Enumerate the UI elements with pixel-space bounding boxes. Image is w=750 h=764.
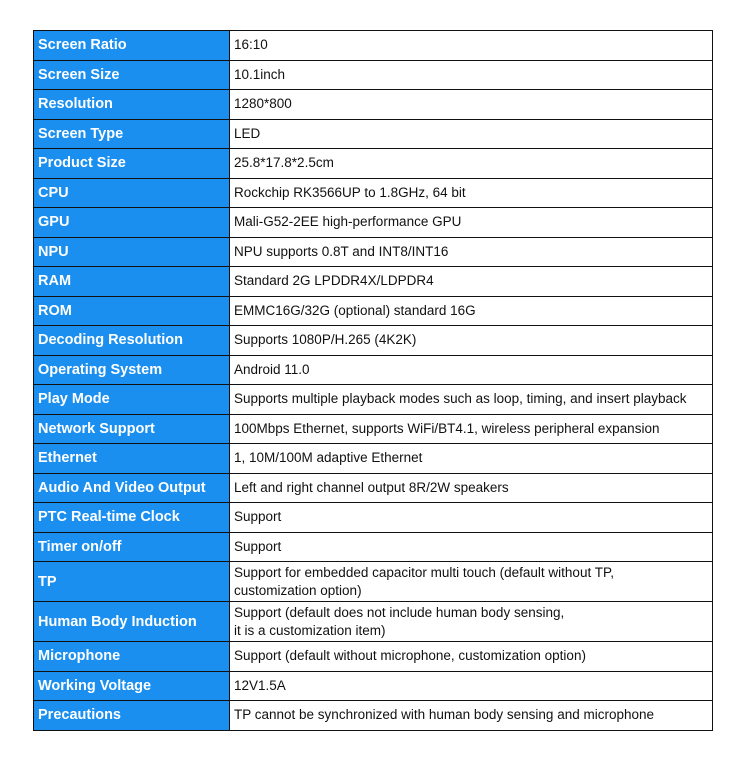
spec-label: Human Body Induction	[34, 602, 230, 642]
spec-value: 1, 10M/100M adaptive Ethernet	[230, 444, 713, 474]
spec-value: 10.1inch	[230, 60, 713, 90]
spec-label: Screen Ratio	[34, 31, 230, 61]
spec-label: Timer on/off	[34, 532, 230, 562]
spec-label: Screen Size	[34, 60, 230, 90]
table-row	[34, 90, 713, 120]
table-row	[34, 355, 713, 385]
table-row	[34, 296, 713, 326]
table-row	[34, 178, 713, 208]
spec-label: Resolution	[34, 90, 230, 120]
table-row	[34, 701, 713, 731]
spec-label: CPU	[34, 178, 230, 208]
spec-value: TP cannot be synchronized with human body sensing and microphone	[230, 701, 713, 731]
table-row	[34, 473, 713, 503]
spec-value: 1280*800	[230, 90, 713, 120]
spec-value: Rockchip RK3566UP to 1.8GHz, 64 bit	[230, 178, 713, 208]
spec-value-text: Support for embedded capacitor multi touch (default without TP, customization option)	[234, 564, 614, 598]
table-row	[34, 602, 713, 642]
spec-value: Standard 2G LPDDR4X/LDPDR4	[230, 267, 713, 297]
table-row	[34, 414, 713, 444]
table-row	[34, 532, 713, 562]
spec-label: Ethernet	[34, 444, 230, 474]
spec-value: Supports 1080P/H.265 (4K2K)	[230, 326, 713, 356]
spec-value: Left and right channel output 8R/2W speakers	[230, 473, 713, 503]
table-row	[34, 562, 713, 602]
spec-value: 16:10	[230, 31, 713, 61]
table-row	[34, 149, 713, 179]
spec-value: Support	[230, 532, 713, 562]
spec-value: Android 11.0	[230, 355, 713, 385]
table-row	[34, 503, 713, 533]
spec-value: 100Mbps Ethernet, supports WiFi/BT4.1, wireless peripheral expansion	[230, 414, 713, 444]
table-row	[34, 31, 713, 61]
spec-value: Mali-G52-2EE high-performance GPU	[230, 208, 713, 238]
spec-value	[230, 602, 713, 642]
spec-label: Precautions	[34, 701, 230, 731]
spec-value: Supports multiple playback modes such as loop, timing, and insert playback	[230, 385, 713, 415]
table-row	[34, 119, 713, 149]
spec-value: NPU supports 0.8T and INT8/INT16	[230, 237, 713, 267]
spec-value	[230, 562, 713, 602]
spec-label: Operating System	[34, 355, 230, 385]
spec-value: LED	[230, 119, 713, 149]
spec-value: Support	[230, 503, 713, 533]
spec-label: ROM	[34, 296, 230, 326]
table-row	[34, 385, 713, 415]
spec-value: 12V1.5A	[230, 671, 713, 701]
spec-label: RAM	[34, 267, 230, 297]
spec-label: Working Voltage	[34, 671, 230, 701]
spec-label: NPU	[34, 237, 230, 267]
spec-label: Play Mode	[34, 385, 230, 415]
spec-label: PTC Real-time Clock	[34, 503, 230, 533]
spec-label: GPU	[34, 208, 230, 238]
table-row	[34, 60, 713, 90]
spec-label: Screen Type	[34, 119, 230, 149]
table-row	[34, 642, 713, 672]
table-row	[34, 237, 713, 267]
table-row	[34, 267, 713, 297]
table-row	[34, 208, 713, 238]
table-row	[34, 444, 713, 474]
spec-label: Decoding Resolution	[34, 326, 230, 356]
spec-label: TP	[34, 562, 230, 602]
spec-value: 25.8*17.8*2.5cm	[230, 149, 713, 179]
spec-label: Product Size	[34, 149, 230, 179]
spec-value: Support (default without microphone, customization option)	[230, 642, 713, 672]
spec-value: EMMC16G/32G (optional) standard 16G	[230, 296, 713, 326]
spec-label: Audio And Video Output	[34, 473, 230, 503]
spec-value-text: Support (default does not include human body sensing, it is a customization item)	[234, 604, 565, 638]
spec-table	[33, 30, 713, 731]
table-row	[34, 326, 713, 356]
spec-label: Microphone	[34, 642, 230, 672]
table-row	[34, 671, 713, 701]
spec-label: Network Support	[34, 414, 230, 444]
